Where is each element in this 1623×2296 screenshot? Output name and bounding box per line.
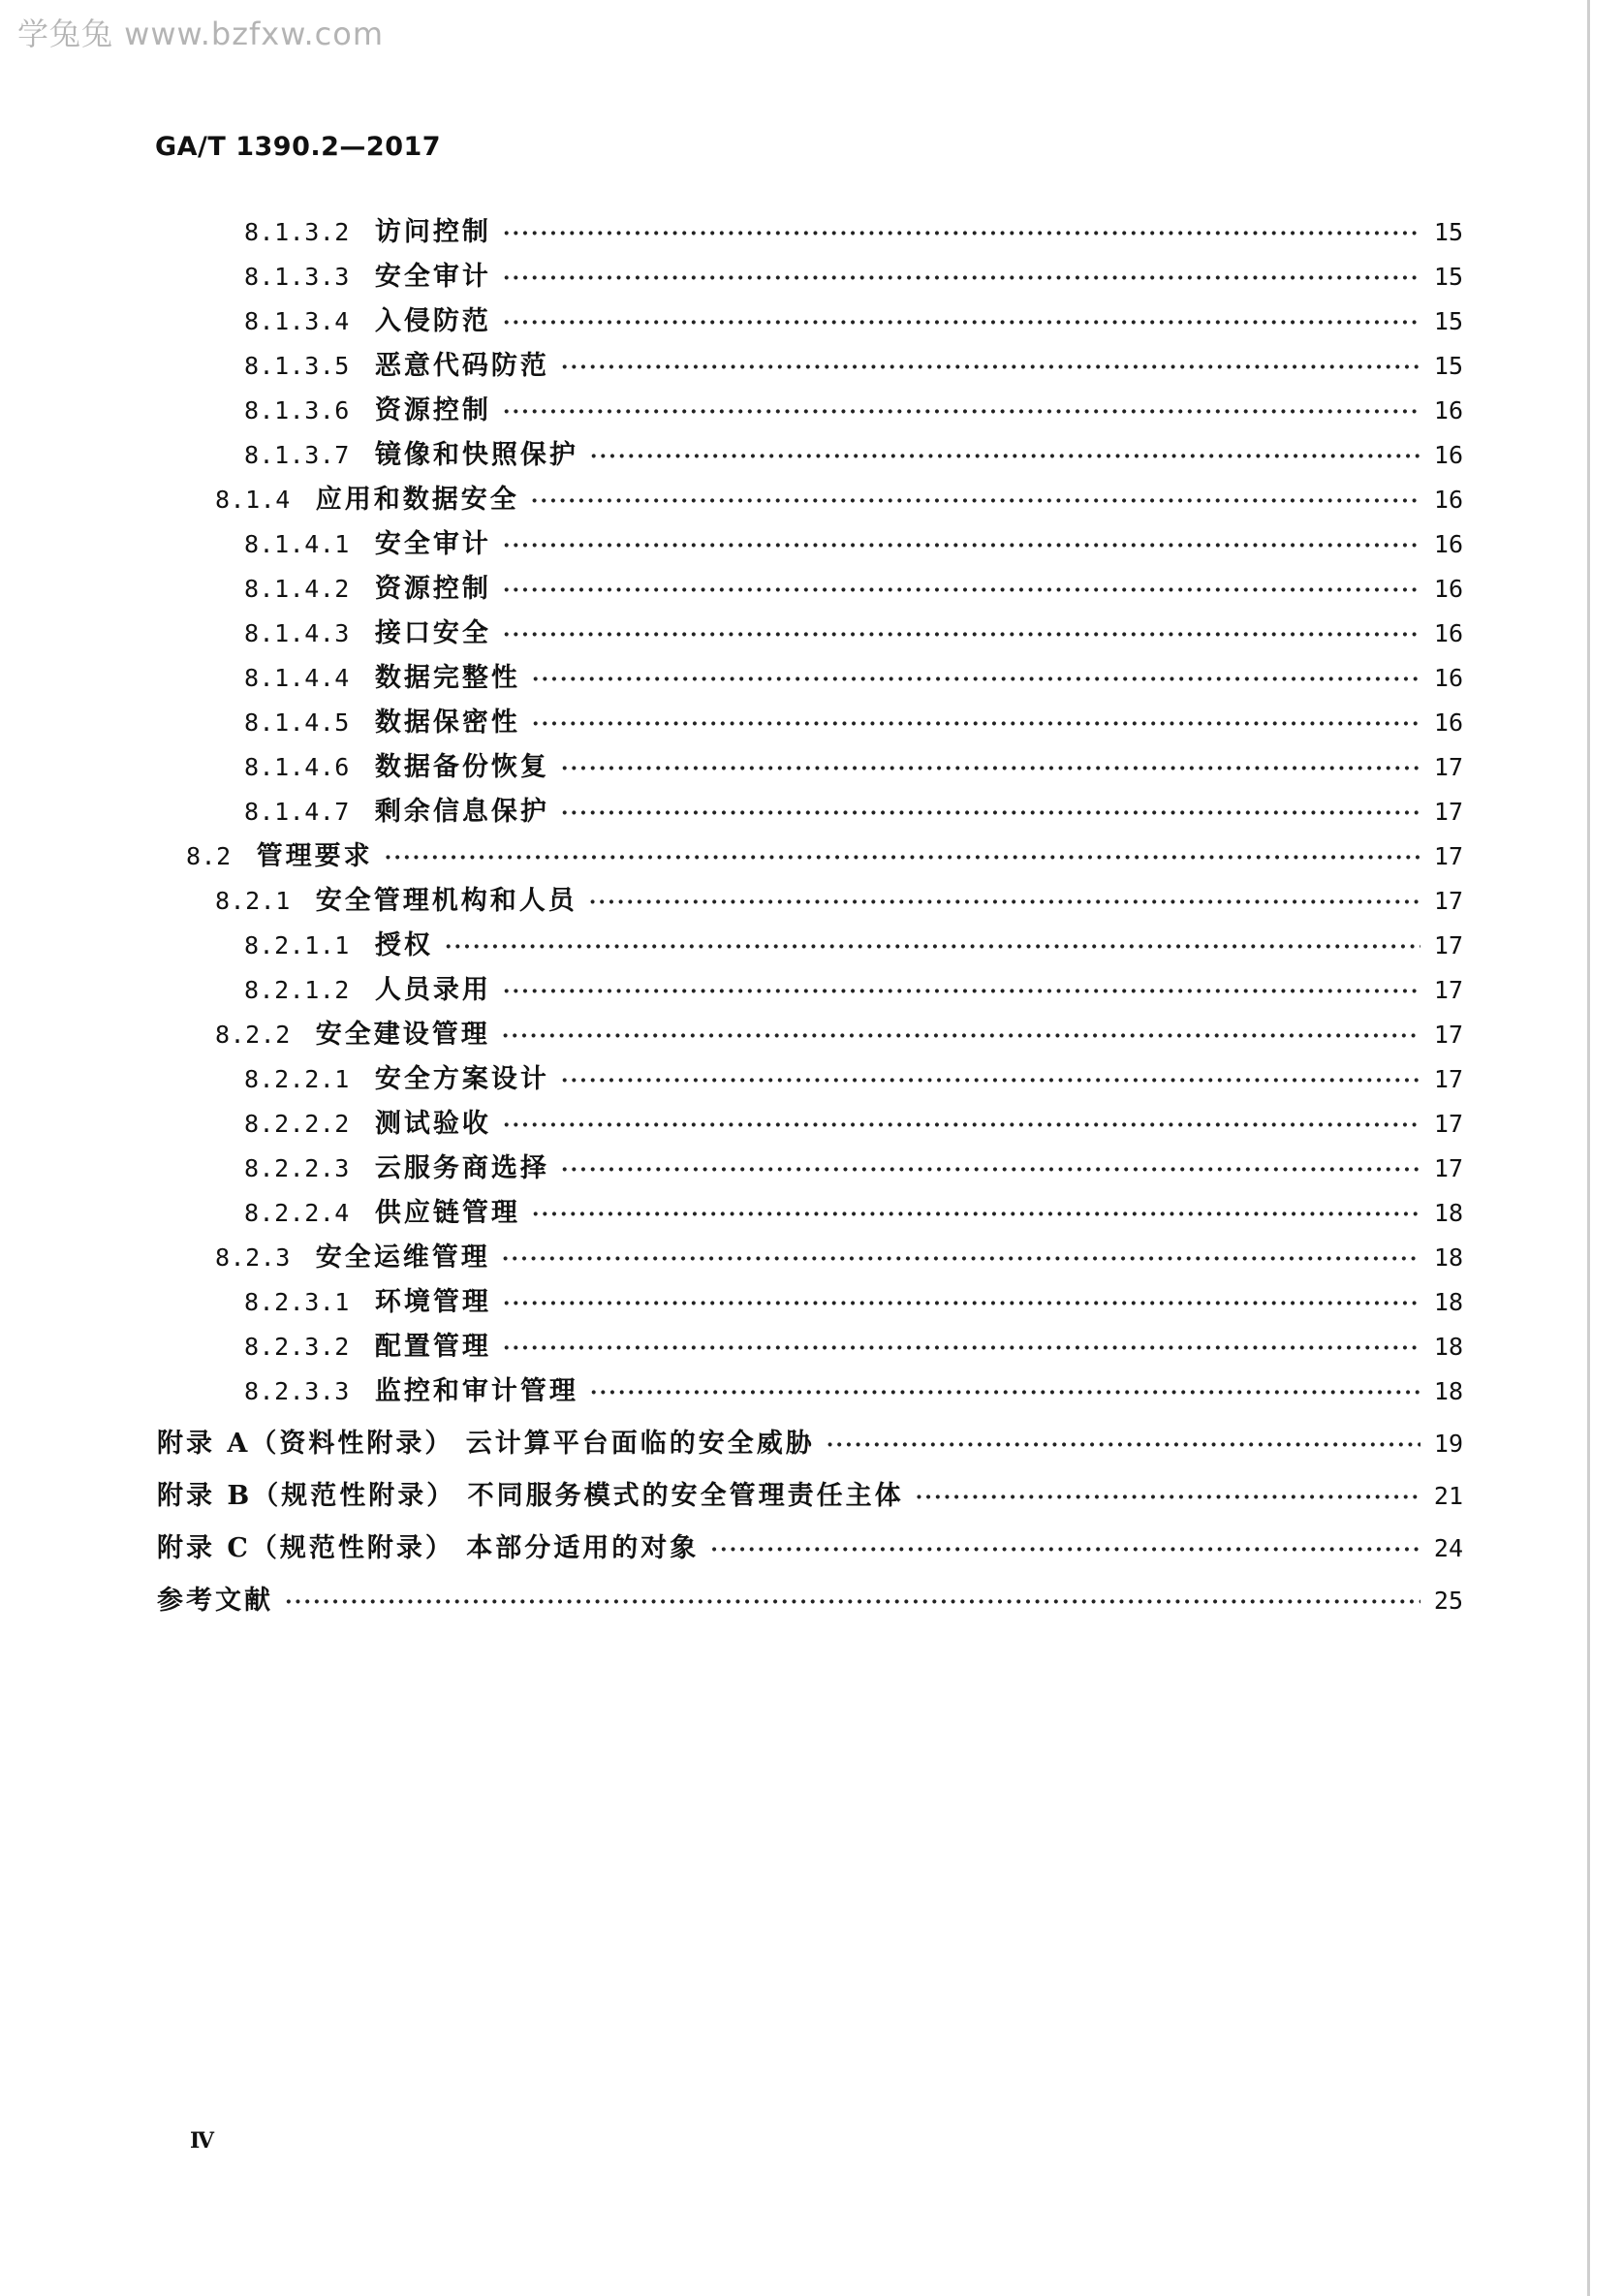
toc-entry[interactable] [244, 1061, 1463, 1098]
watermark-text: 学兔兔 www.bzfxw.com [17, 16, 384, 52]
toc-entry[interactable] [244, 303, 1463, 340]
toc-entry-title: 测试验收 [374, 1109, 491, 1139]
toc-entry[interactable] [244, 259, 1463, 296]
toc-leader-dots [710, 1531, 1420, 1568]
toc-entry-page: 17 [1433, 1154, 1463, 1182]
toc-entry-number: 8.1.3.4 [244, 307, 350, 335]
toc-leader-dots [532, 706, 1420, 742]
toc-leader-dots [916, 1479, 1420, 1516]
toc-entry-number: 8.2.3 [215, 1243, 291, 1272]
toc-entry[interactable] [215, 1017, 1463, 1054]
toc-leader-dots [590, 1374, 1420, 1411]
toc-leader-dots [532, 1196, 1420, 1233]
toc-entry-page: 15 [1433, 263, 1463, 291]
toc-entry[interactable] [244, 972, 1463, 1009]
toc-entry-page: 17 [1433, 976, 1463, 1004]
toc-entry-page: 16 [1433, 575, 1463, 603]
toc-entry[interactable] [244, 660, 1463, 697]
toc-entry-page: 16 [1433, 708, 1463, 737]
toc-entry-title: 入侵防范 [374, 306, 491, 336]
toc-entry-number: 8.1.4.6 [244, 753, 350, 781]
toc-entry-title: 安全审计 [374, 262, 491, 292]
document-code-header: GA/T 1390.2—2017 [155, 132, 442, 162]
toc-entry-number: 8.2.2.2 [244, 1110, 350, 1138]
toc-entry[interactable] [244, 615, 1463, 652]
toc-entry-page: 17 [1433, 931, 1463, 959]
toc-entry[interactable] [244, 571, 1463, 608]
page-number-footer: Ⅳ [190, 2128, 214, 2154]
toc-leader-dots [385, 839, 1420, 876]
toc-entry-annex-a[interactable] [157, 1426, 1463, 1463]
toc-entry-page: 16 [1433, 664, 1463, 692]
toc-entry-page: 17 [1433, 1065, 1463, 1093]
toc-entry-number: 8.2.3.1 [244, 1288, 350, 1316]
toc-leader-dots [445, 928, 1420, 965]
toc-entry[interactable] [244, 749, 1463, 786]
toc-entry-title: 数据保密性 [374, 708, 520, 738]
toc-entry-title: 资源控制 [374, 574, 491, 604]
toc-entry-number: 8.2.2 [215, 1021, 291, 1049]
toc-entry-title: 资源控制 [374, 395, 491, 425]
toc-entry-title: 云服务商选择 [374, 1153, 549, 1183]
toc-entry[interactable] [244, 348, 1463, 385]
toc-entry[interactable] [244, 1150, 1463, 1187]
toc-entry-page: 17 [1433, 887, 1463, 915]
toc-entry-number: 8.1.4 [215, 486, 291, 514]
toc-leader-dots [827, 1427, 1420, 1463]
toc-leader-dots [285, 1584, 1420, 1620]
toc-entry-number: 8.1.3.6 [244, 396, 350, 425]
toc-leader-dots [561, 795, 1420, 832]
toc-leader-dots [503, 215, 1420, 252]
toc-entry[interactable] [244, 794, 1463, 831]
toc-leader-dots [531, 483, 1420, 519]
toc-entry-page: 16 [1433, 441, 1463, 469]
toc-leader-dots [503, 973, 1420, 1010]
toc-entry-number: 8.2.3.2 [244, 1333, 350, 1361]
toc-leader-dots [503, 304, 1420, 341]
toc-leader-dots [503, 527, 1420, 564]
toc-entry-page: 15 [1433, 352, 1463, 380]
toc-leader-dots [561, 1062, 1420, 1099]
toc-entry-title: 附录 B（规范性附录） 不同服务模式的安全管理责任主体 [157, 1481, 904, 1511]
toc-entry-page: 17 [1433, 842, 1463, 870]
toc-entry-page: 19 [1433, 1430, 1463, 1458]
toc-entry-title: 参考文献 [157, 1586, 273, 1616]
toc-entry-annex-b[interactable] [157, 1478, 1463, 1515]
toc-leader-dots [589, 884, 1420, 921]
toc-leader-dots [503, 260, 1420, 297]
toc-entry[interactable] [244, 214, 1463, 251]
toc-entry-page: 16 [1433, 530, 1463, 558]
toc-entry-number: 8.2 [186, 842, 232, 870]
toc-entry-number: 8.1.3.5 [244, 352, 350, 380]
toc-leader-dots [503, 1285, 1420, 1322]
toc-leader-dots [503, 616, 1420, 653]
toc-entry[interactable] [244, 1373, 1463, 1410]
toc-entry-number: 8.1.3.3 [244, 263, 350, 291]
toc-entry-number: 8.1.4.2 [244, 575, 350, 603]
toc-leader-dots [561, 750, 1420, 787]
toc-entry-title: 接口安全 [374, 618, 491, 648]
toc-entry-page: 24 [1433, 1534, 1463, 1562]
toc-entry[interactable] [244, 928, 1463, 964]
toc-entry-number: 8.2.2.4 [244, 1199, 350, 1227]
toc-entry-page: 17 [1433, 1021, 1463, 1049]
toc-entry-number: 8.2.2.1 [244, 1065, 350, 1093]
toc-entry[interactable] [244, 393, 1463, 429]
toc-entry[interactable] [186, 838, 1463, 875]
toc-entry[interactable] [244, 1195, 1463, 1232]
toc-entry[interactable] [244, 1329, 1463, 1366]
toc-entry-title: 安全方案设计 [374, 1064, 549, 1094]
toc-entry-number: 8.1.4.1 [244, 530, 350, 558]
toc-entry[interactable] [244, 526, 1463, 563]
toc-entry-number: 8.2.1.1 [244, 931, 350, 959]
toc-entry-title: 安全管理机构和人员 [315, 886, 577, 916]
toc-entry-number: 8.1.3.7 [244, 441, 350, 469]
toc-entry-title: 访问控制 [374, 217, 491, 247]
toc-entry-page: 17 [1433, 753, 1463, 781]
toc-entry[interactable] [244, 1284, 1463, 1321]
toc-entry[interactable] [215, 482, 1463, 519]
toc-entry-page: 18 [1433, 1377, 1463, 1405]
toc-entry-number: 8.2.2.3 [244, 1154, 350, 1182]
toc-entry-annex-c[interactable] [157, 1530, 1463, 1567]
toc-leader-dots [503, 1330, 1420, 1367]
toc-entry-title: 镜像和快照保护 [374, 440, 578, 470]
toc-leader-dots [561, 349, 1420, 386]
toc-entry-page: 15 [1433, 307, 1463, 335]
toc-leader-dots [532, 661, 1420, 698]
toc-entry-title: 应用和数据安全 [315, 485, 519, 515]
toc-entry-title: 监控和审计管理 [374, 1376, 578, 1406]
toc-leader-dots [503, 1107, 1420, 1144]
toc-entry[interactable] [244, 705, 1463, 741]
toc-entry-page: 25 [1433, 1587, 1463, 1615]
toc-entry-page: 18 [1433, 1288, 1463, 1316]
toc-entry-page: 17 [1433, 1110, 1463, 1138]
toc-entry-page: 16 [1433, 619, 1463, 647]
toc-entry-page: 18 [1433, 1199, 1463, 1227]
toc-entry-title: 附录 C（规范性附录） 本部分适用的对象 [157, 1533, 700, 1563]
toc-entry-number: 8.1.4.7 [244, 798, 350, 826]
toc-entry-number: 8.1.4.3 [244, 619, 350, 647]
toc-entry-page: 21 [1433, 1482, 1463, 1510]
toc-entry-page: 15 [1433, 218, 1463, 246]
toc-leader-dots [503, 393, 1420, 430]
toc-entry-title: 数据备份恢复 [374, 752, 549, 782]
toc-entry-title: 恶意代码防范 [374, 351, 549, 381]
toc-entry-number: 8.2.1 [215, 887, 291, 915]
toc-entry-page: 18 [1433, 1333, 1463, 1361]
toc-entry[interactable] [215, 883, 1463, 920]
toc-entry-number: 8.1.3.2 [244, 218, 350, 246]
toc-leader-dots [502, 1241, 1420, 1277]
toc-entry-title: 安全审计 [374, 529, 491, 559]
toc-entry-title: 剩余信息保护 [374, 797, 549, 827]
toc-leader-dots [561, 1151, 1420, 1188]
toc-entry-number: 8.1.4.5 [244, 708, 350, 737]
toc-entry[interactable] [215, 1240, 1463, 1276]
toc-entry-page: 17 [1433, 798, 1463, 826]
toc-leader-dots [503, 572, 1420, 609]
toc-entry-references[interactable] [157, 1583, 1463, 1620]
toc-entry-title: 授权 [374, 930, 433, 960]
toc-entry-page: 18 [1433, 1243, 1463, 1272]
toc-entry-title: 环境管理 [374, 1287, 491, 1317]
toc-entry-title: 供应链管理 [374, 1198, 520, 1228]
toc-entry-title: 人员录用 [374, 975, 491, 1005]
toc-entry-title: 数据完整性 [374, 663, 520, 693]
toc-entry-title: 安全建设管理 [315, 1020, 490, 1050]
toc-entry-page: 16 [1433, 486, 1463, 514]
toc-entry[interactable] [244, 437, 1463, 474]
toc-entry-number: 8.2.3.3 [244, 1377, 350, 1405]
toc-entry-title: 配置管理 [374, 1332, 491, 1362]
toc-entry-number: 8.1.4.4 [244, 664, 350, 692]
toc-entry-page: 16 [1433, 396, 1463, 425]
toc-entry[interactable] [244, 1106, 1463, 1143]
toc-entry-title: 管理要求 [256, 841, 373, 871]
toc-entry-title: 安全运维管理 [315, 1242, 490, 1273]
toc-leader-dots [502, 1018, 1420, 1054]
toc-entry-title: 附录 A（资料性附录） 云计算平台面临的安全威胁 [157, 1429, 815, 1459]
toc-leader-dots [590, 438, 1420, 475]
toc-entry-number: 8.2.1.2 [244, 976, 350, 1004]
